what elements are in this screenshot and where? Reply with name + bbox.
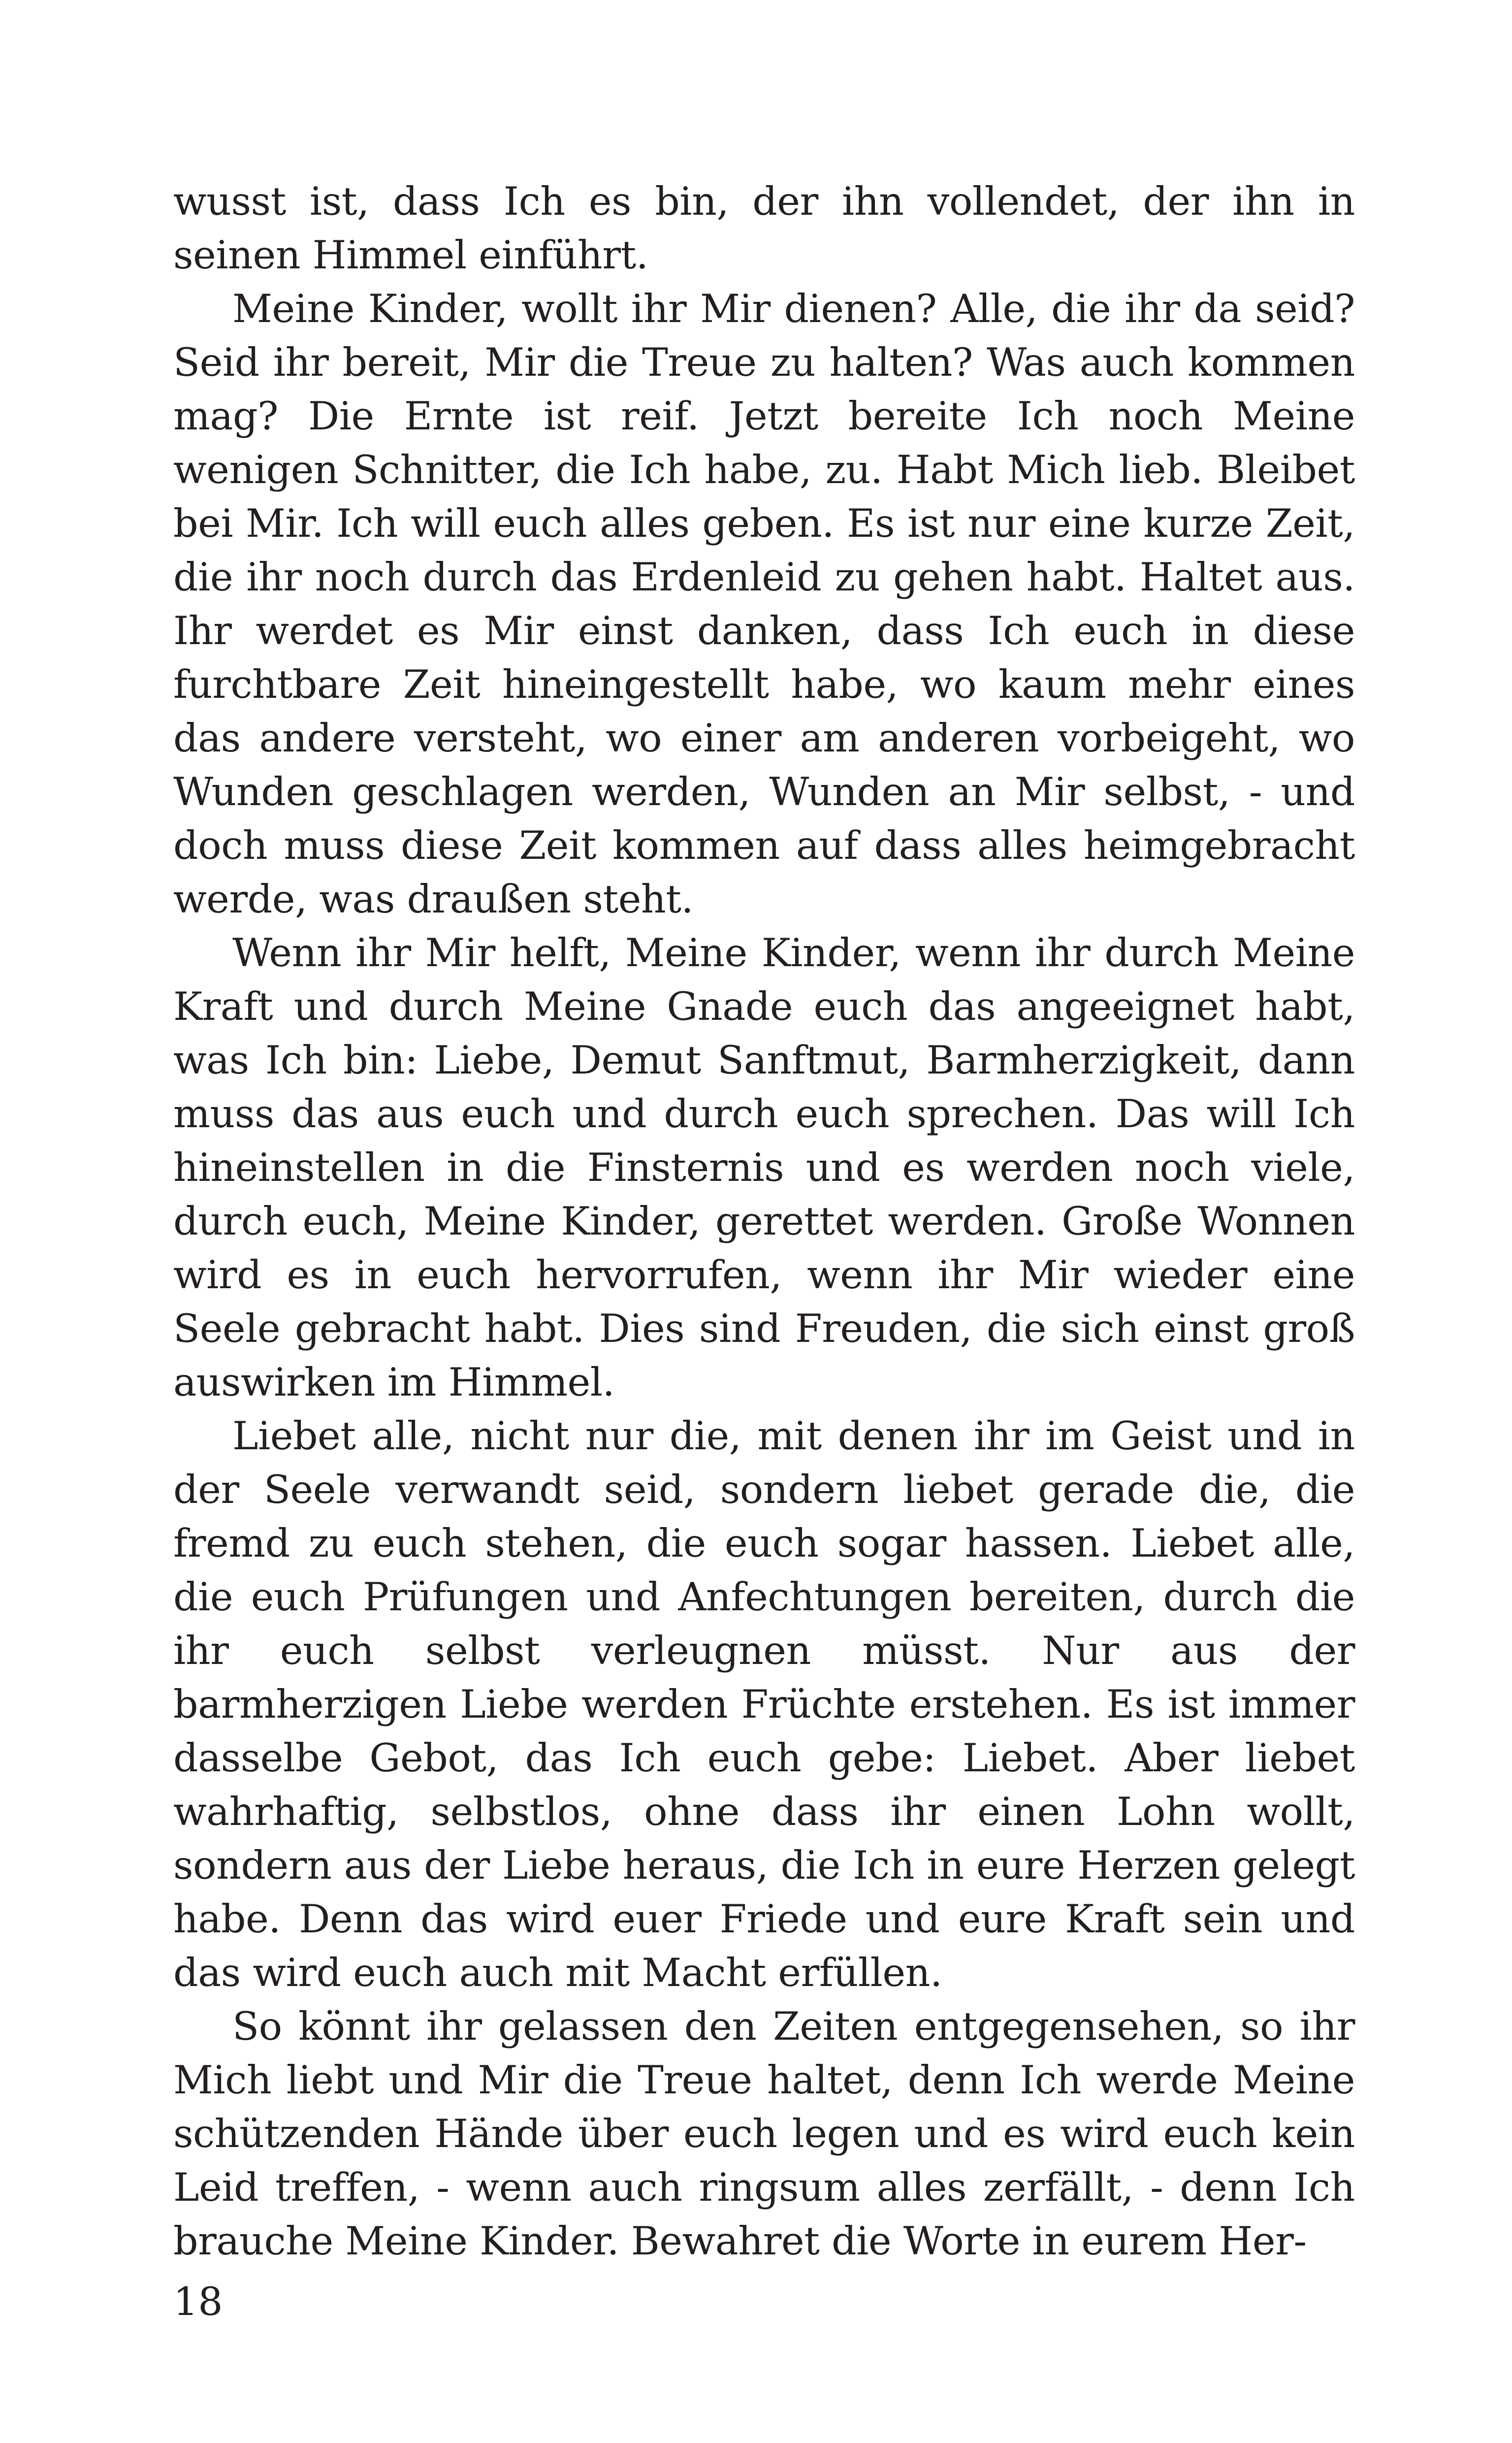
paragraph-2: Meine Kinder, wollt ihr Mir dienen? Alle, die ihr da seid? Seid ihr bereit, Mir die Treue zu halten? Was auch kommen mag? Die Ernte ist reif. Jetzt bereite Ich noch Meine wenigen Schnitter, die Ich habe, zu. Habt Mich lieb. Bleibet bei Mir. Ich will euch alles geben. Es ist nur eine kurze Zeit, die ihr noch durch das Erdenleid zu gehen habt. Haltet aus. Ihr werdet es Mir einst danken, dass Ich euch in diese furchtbare Zeit hineingestellt habe, wo kaum mehr eines das andere versteht, wo einer am anderen vorbeigeht, wo Wunden geschlagen werden, Wunden an Mir selbst, - und doch muss diese Zeit kommen auf dass alles heimgebracht werde, was draußen steht. <box>173 286 1355 922</box>
paragraph-3: Wenn ihr Mir helft, Meine Kinder, wenn ihr durch Meine Kraft und durch Meine Gnade euch das angeeignet habt, was Ich bin: Liebe, Demut Sanftmut, Barmherzigkeit, dann muss das aus euch und durch euch sprechen. Das will Ich hineinstellen in die Finsternis und es werden noch viele, durch euch, Meine Kinder, gerettet werden. Große Wonnen wird es in euch hervorrufen, wenn ihr Mir wieder eine Seele gebracht habt. Dies sind Freuden, die sich einst groß auswirken im Himmel. <box>173 930 1355 1405</box>
paragraph-4: Liebet alle, nicht nur die, mit denen ihr im Geist und in der Seele verwandt seid, sondern liebet gerade die, die fremd zu euch stehen, die euch sogar hassen. Liebet alle, die euch Prüfungen und Anfechtungen bereiten, durch die ihr euch selbst verleugnen müsst. Nur aus der barmherzigen Liebe werden Früchte erstehen. Es ist immer dasselbe Gebot, das Ich euch gebe: Liebet. Aber liebet wahrhaftig, selbstlos, ohne dass ihr einen Lohn wollt, sondern aus der Liebe heraus, die Ich in eure Herzen gelegt habe. Denn das wird euer Friede und eure Kraft sein und das wird euch auch mit Macht erfüllen. <box>173 1413 1355 1995</box>
paragraph-1: wusst ist, dass Ich es bin, der ihn vollendet, der ihn in seinen Himmel einführt. <box>173 179 1355 278</box>
body-text <box>173 175 1355 2268</box>
page-number: 18 <box>173 2279 223 2324</box>
paragraph-5: So könnt ihr gelassen den Zeiten entgegensehen, so ihr Mich liebt und Mir die Treue haltet, denn Ich werde Meine schützenden Hände über euch legen und es wird euch kein Leid treffen, - wenn auch ringsum alles zerfällt, - denn Ich brauche Meine Kinder. Bewahret die Worte in eurem Her- <box>173 2004 1355 2264</box>
